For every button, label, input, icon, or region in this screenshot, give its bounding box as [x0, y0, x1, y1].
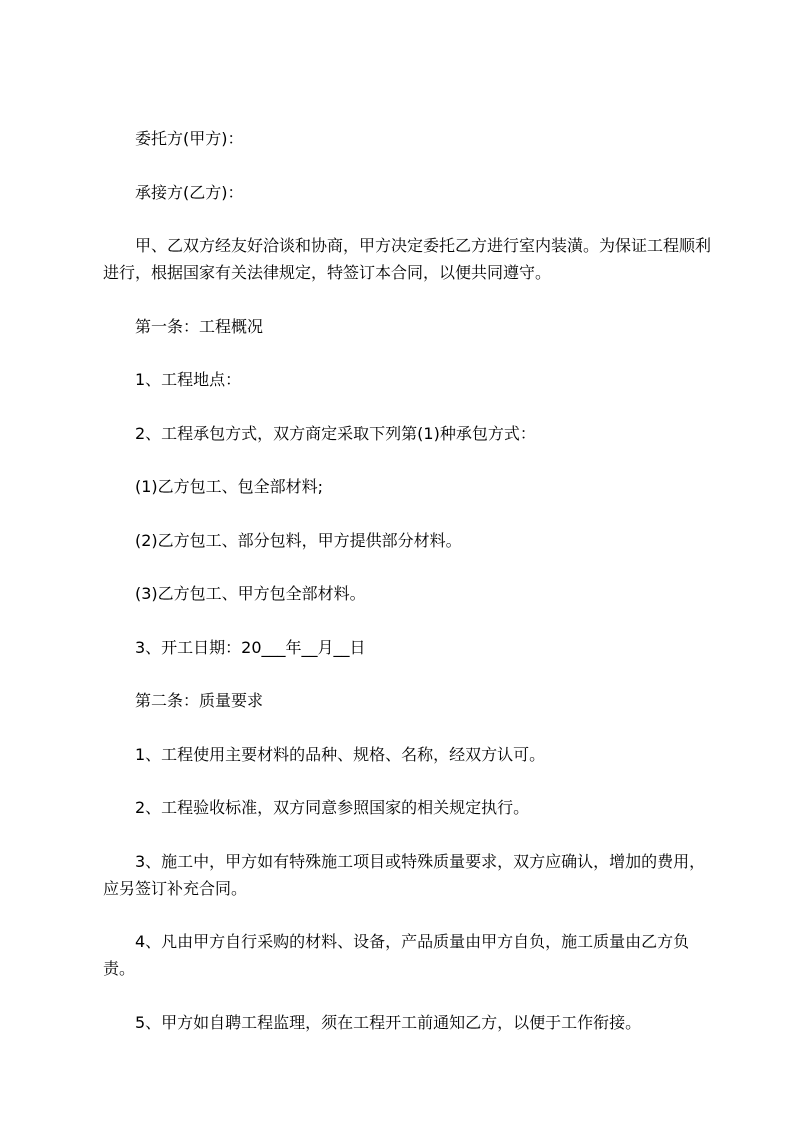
- party-a-label: 委托方(甲方)：: [135, 129, 244, 148]
- document-body: [103, 125, 713, 1062]
- preamble-paragraph: 甲、乙双方经友好洽谈和协商，甲方决定委托乙方进行室内装潢。为保证工程顺利进行，根据国家有关法律规定，特签订本合同，以便共同遵守。: [103, 236, 712, 282]
- clause-2-1-materials: 1、工程使用主要材料的品种、规格、名称，经双方认可。: [135, 744, 546, 764]
- clause-1-1-location: 1、工程地点：: [135, 370, 242, 389]
- clause-1-2-contracting-method: 2、工程承包方式，双方商定采取下列第(1)种承包方式：: [135, 423, 536, 443]
- article-2-heading: 第二条：质量要求: [135, 691, 264, 710]
- clause-1-3-start-date: 3、开工日期：20___年__月__日: [135, 637, 366, 657]
- clause-2-5-supervision: 5、甲方如自聘工程监理，须在工程开工前通知乙方，以便于工作衔接。: [135, 1012, 642, 1032]
- contracting-option-1: (1)乙方包工、包全部材料;: [135, 477, 324, 496]
- clause-2-4-self-purchased: 4、凡由甲方自行采购的材料、设备，产品质量由甲方自负，施工质量由乙方负责。: [103, 932, 690, 978]
- clause-2-2-acceptance: 2、工程验收标准，双方同意参照国家的相关规定执行。: [135, 798, 530, 817]
- article-1-heading: 第一条：工程概况: [135, 316, 264, 336]
- contracting-option-3: (3)乙方包工、甲方包全部材料。: [135, 584, 366, 603]
- contracting-option-2: (2)乙方包工、部分包料，甲方提供部分材料。: [135, 530, 462, 550]
- clause-2-3-special-items: 3、施工中，甲方如有特殊施工项目或特殊质量要求，双方应确认，增加的费用，应另签订补充合同。: [103, 851, 706, 898]
- party-b-label: 承接方(乙方)：: [135, 182, 244, 202]
